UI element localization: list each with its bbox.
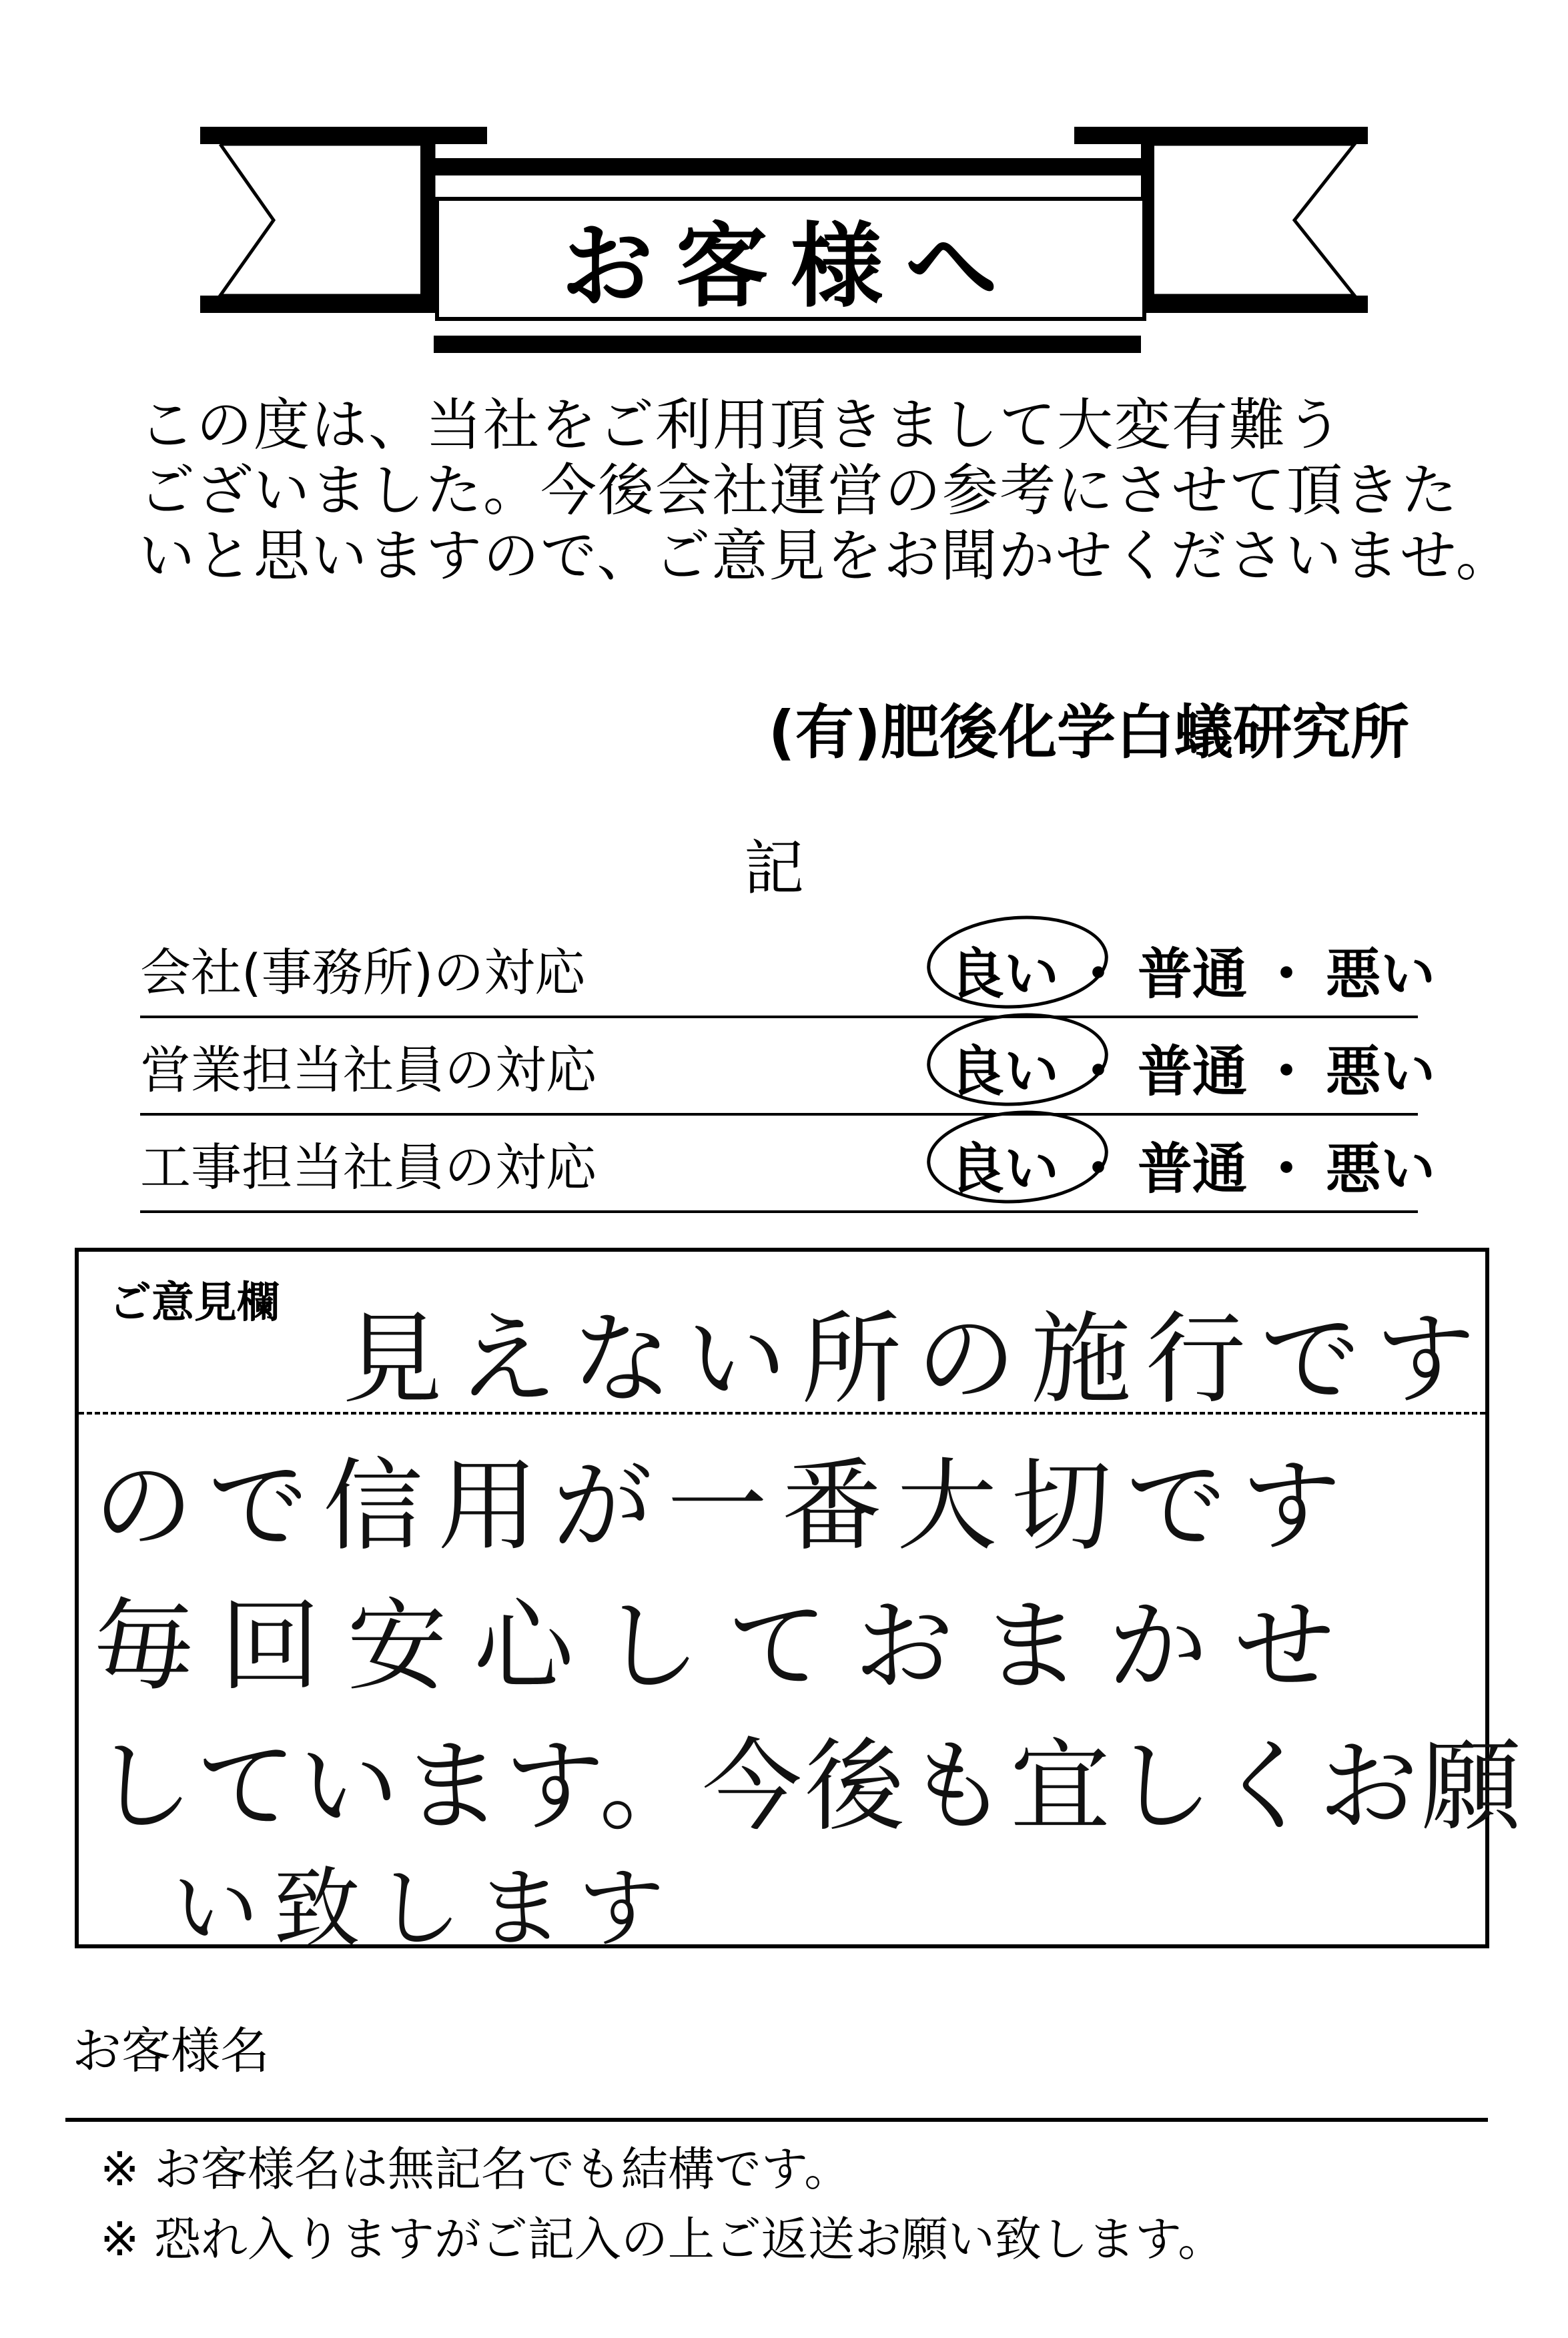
rating-options: 良い ・ 普通 ・ 悪い bbox=[944, 1028, 1435, 1106]
handwritten-comment-line: 見えない所の施行です bbox=[342, 1302, 1491, 1418]
intro-line: この度は、当社をご利用頂きまして大変有難う bbox=[139, 392, 1344, 458]
banner-title: お客様へ bbox=[560, 212, 1020, 320]
customer-name-field[interactable] bbox=[65, 2118, 1488, 2122]
company-name: (有)肥後化学白蟻研究所 bbox=[768, 698, 1409, 767]
evaluation-row-sales bbox=[140, 1020, 1436, 1116]
row-divider bbox=[140, 1210, 1418, 1213]
note-line: ※ 恐れ入りますがご記入の上ご返送お願い致します。 bbox=[100, 2212, 1225, 2267]
rating-good-option[interactable]: 良い bbox=[949, 931, 1059, 1009]
row-divider bbox=[140, 1113, 1418, 1116]
comment-box[interactable] bbox=[75, 1248, 1525, 1959]
evaluation-label: 工事担当社員の対応 bbox=[140, 1138, 597, 1197]
rating-bad-option[interactable]: 悪い bbox=[1326, 1040, 1436, 1104]
rating-good-option[interactable]: 良い bbox=[949, 1126, 1059, 1204]
handwritten-comment-line: い致します bbox=[172, 1858, 680, 1959]
rating-normal-option[interactable]: 普通 bbox=[1138, 1138, 1248, 1201]
intro-message bbox=[139, 392, 1513, 589]
rating-normal-option[interactable]: 普通 bbox=[1138, 1040, 1248, 1104]
row-divider bbox=[140, 1016, 1418, 1018]
rating-normal-option[interactable]: 普通 bbox=[1138, 943, 1248, 1006]
rating-options: 良い ・ 普通 ・ 悪い bbox=[944, 931, 1435, 1009]
rating-bad-option[interactable]: 悪い bbox=[1326, 1138, 1436, 1201]
evaluation-row-office bbox=[140, 922, 1436, 1018]
comment-label: ご意見欄 bbox=[109, 1278, 280, 1328]
intro-line: ございました。今後会社運営の参考にさせて頂きた bbox=[139, 458, 1459, 523]
rating-bad-option[interactable]: 悪い bbox=[1326, 943, 1436, 1006]
customer-name-label: お客様名 bbox=[72, 2022, 270, 2080]
evaluation-label: 会社(事務所)の対応 bbox=[140, 943, 586, 1002]
intro-line: いと思いますので、ご意見をお聞かせくださいませ。 bbox=[139, 523, 1513, 589]
handwritten-comment-line: ので信用が一番大切です bbox=[93, 1449, 1356, 1565]
evaluation-label: 営業担当社員の対応 bbox=[140, 1040, 597, 1100]
rating-options: 良い ・ 普通 ・ 悪い bbox=[944, 1126, 1435, 1204]
handwritten-comment-line: しています。今後も宜しくお願 bbox=[93, 1729, 1525, 1845]
rating-good-option[interactable]: 良い bbox=[949, 1028, 1059, 1106]
evaluation-row-construction bbox=[140, 1117, 1436, 1213]
handwritten-comment-line: 毎回安心しておまかせ bbox=[93, 1589, 1362, 1705]
note-line: ※ お客様名は無記名でも結構です。 bbox=[100, 2142, 851, 2197]
ki-heading: 記 bbox=[744, 833, 804, 903]
